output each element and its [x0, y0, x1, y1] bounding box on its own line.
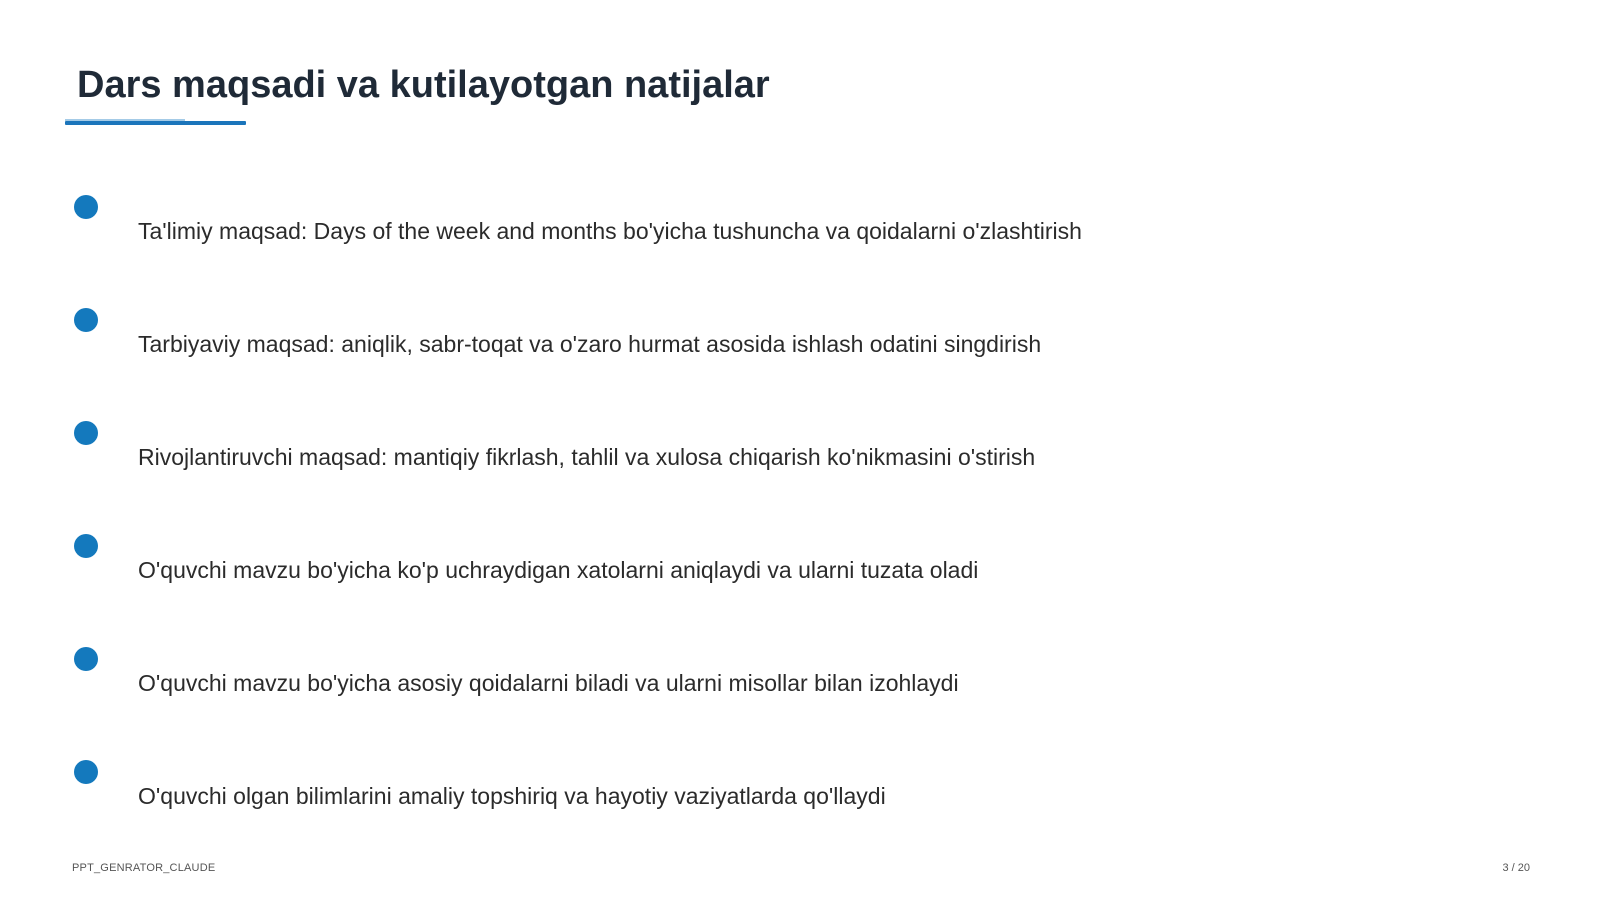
- page-indicator: 3 / 20: [1502, 862, 1530, 874]
- title-underline: [65, 121, 246, 125]
- bullet-dot-icon: [74, 421, 98, 445]
- bullet-text: Rivojlantiruvchi maqsad: mantiqiy fikrlash, tahlil va xulosa chiqarish ko'nikmasini o'stirish: [138, 444, 1036, 470]
- bullet-text: O'quvchi mavzu bo'yicha ko'p uchraydigan xatolarni aniqlaydi va ularni tuzata oladi: [138, 557, 979, 583]
- footer-source-label: PPT_GENRATOR_CLAUDE: [72, 862, 216, 874]
- bullet-dot-icon: [74, 195, 98, 219]
- bullet-dot-icon: [74, 308, 98, 332]
- bullet-dot-icon: [74, 647, 98, 671]
- bullet-text: O'quvchi olgan bilimlarini amaliy topshiriq va hayotiy vaziyatlarda qo'llaydi: [138, 783, 886, 809]
- bullet-dot-icon: [74, 534, 98, 558]
- bullet-text: O'quvchi mavzu bo'yicha asosiy qoidalarni biladi va ularni misollar bilan izohlaydi: [138, 670, 959, 696]
- bullet-dot-icon: [74, 760, 98, 784]
- bullet-text: Tarbiyaviy maqsad: aniqlik, sabr-toqat va o'zaro hurmat asosida ishlash odatini singdirish: [138, 331, 1042, 357]
- bullet-text: Ta'limiy maqsad: Days of the week and months bo'yicha tushuncha va qoidalarni o'zlashtirish: [138, 218, 1082, 244]
- slide-title: Dars maqsadi va kutilayotgan natijalar: [77, 64, 770, 106]
